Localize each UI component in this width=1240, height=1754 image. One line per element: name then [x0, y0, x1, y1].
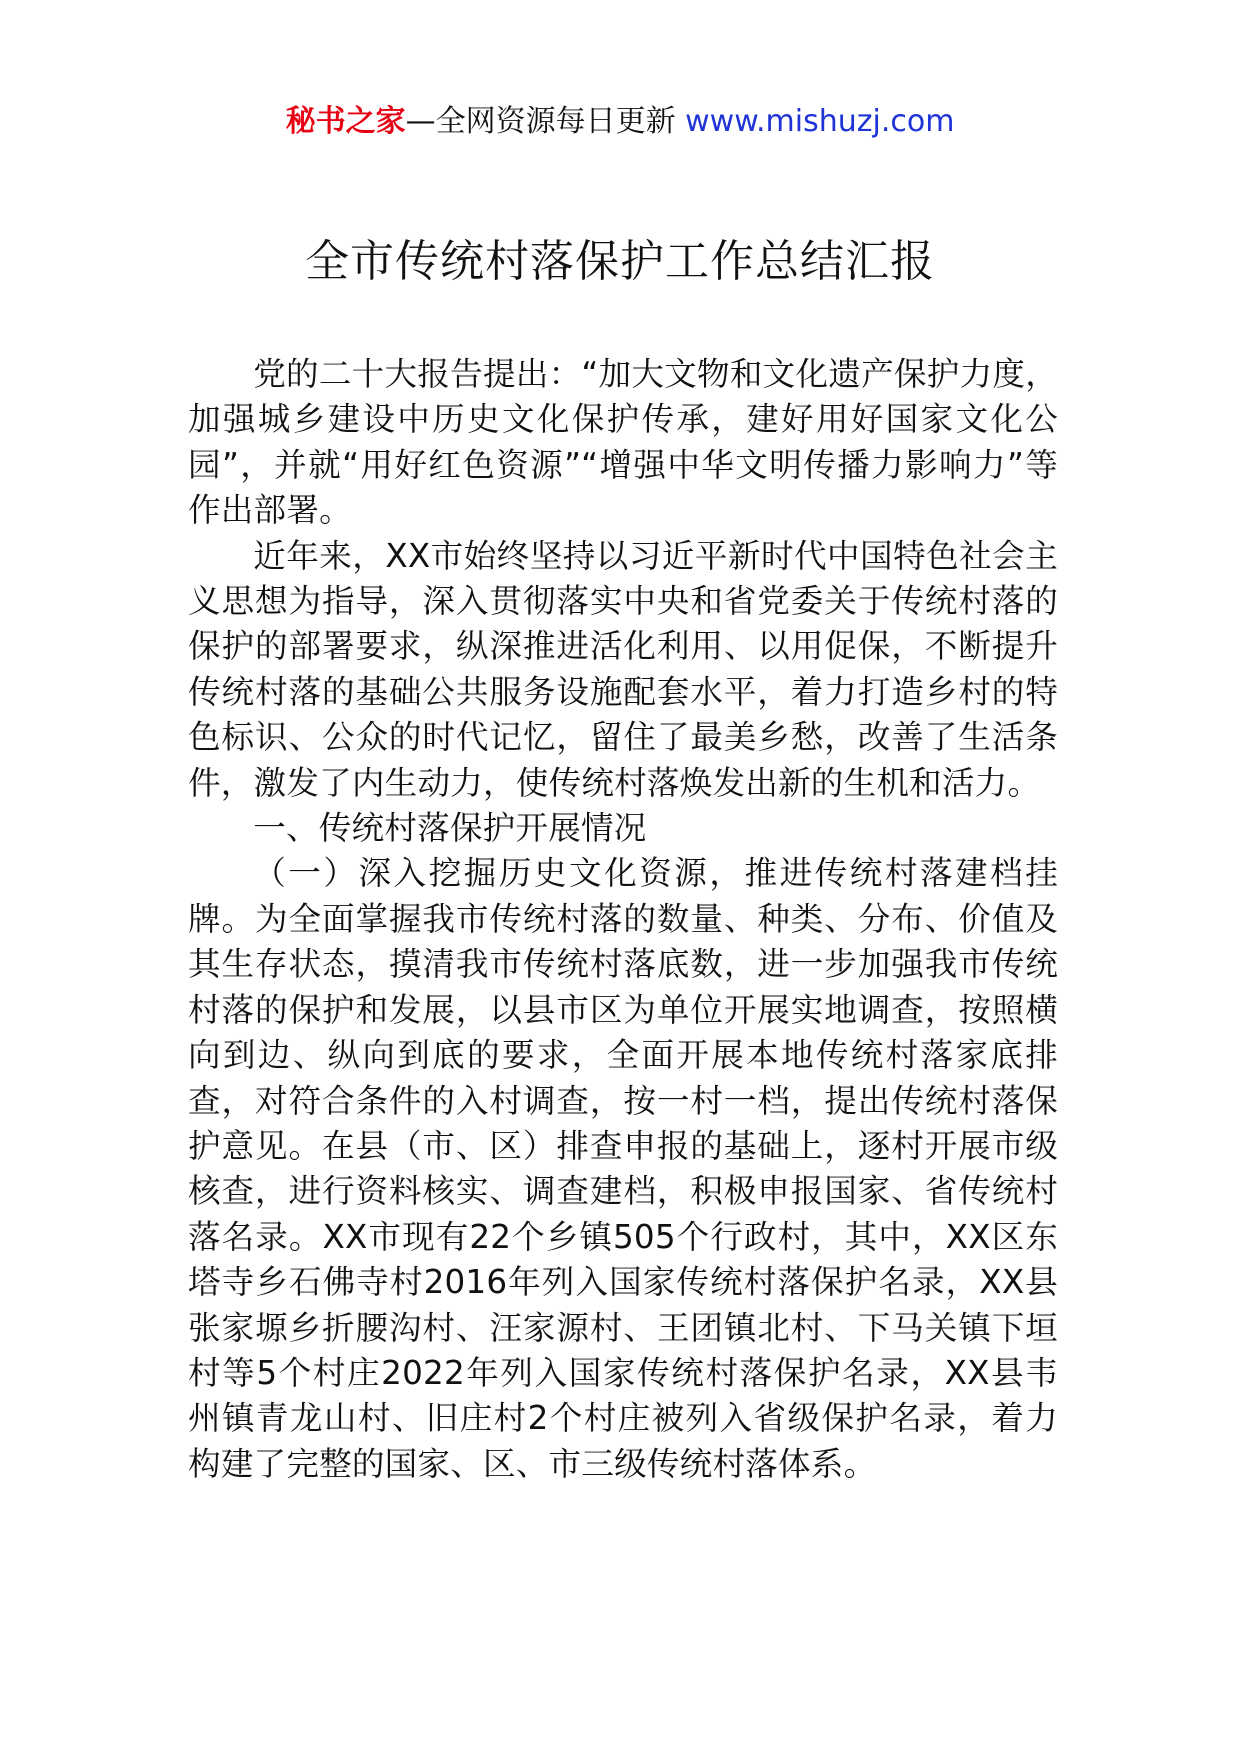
paragraph-subsection-1: （一）深入挖掘历史文化资源，推进传统村落建档挂牌。为全面掌握我市传统村落的数量、种类、分布、价值及其生存状态，摸清我市传统村落底数，进一步加强我市传统村落的保护和发展，以县市区为单位开展实地调查，按照横向到边、纵向到底的要求，全面开展本地传统村落家底排查，对符合条件的入村调查，按一村一档，提出传统村落保护意见。在县（市、区）排查申报的基础上，逐村开展市级核查，进行资料核实、调查建档，积极申报国家、省传统村落名录。XX市现有22个乡镇505个行政村，其中，XX区东塔寺乡石佛寺村2016年列入国家传统村落保护名录，XX县张家塬乡折腰沟村、汪家源村、王团镇北村、下马关镇下垣村等5个村庄2022年列入国家传统村落保护名录，XX县韦州镇青龙山村、旧庄村2个村庄被列入省级保护名录，着力构建了完整的国家、区、市三级传统村落体系。	[188, 854, 1058, 1483]
brand-name: 秘书之家	[285, 104, 406, 139]
site-banner	[0, 100, 1240, 144]
site-url[interactable]: www.mishuzj.com	[685, 104, 955, 139]
document-title: 全市传统村落保护工作总结汇报	[305, 236, 935, 287]
document-body	[188, 352, 1058, 1487]
paragraph-overview: 近年来，XX市始终坚持以习近平新时代中国特色社会主义思想为指导，深入贯彻落实中央和省党委关于传统村落的保护的部署要求，纵深推进活化利用、以用促保，不断提升传统村落的基础公共服务设施配套水平，着力打造乡村的特色标识、公众的时代记忆，留住了最美乡愁，改善了生活条件，激发了内生动力，使传统村落焕发出新的生机和活力。	[188, 536, 1058, 802]
section-heading: 一、传统村落保护开展情况	[253, 809, 647, 848]
paragraph-intro: 党的二十大报告提出：“加大文物和文化遗产保护力度，加强城乡建设中历史文化保护传承，建好用好国家文化公园”，并就“用好红色资源”“增强中华文明传播力影响力”等作出部署。	[188, 355, 1058, 530]
banner-slogan: —全网资源每日更新	[405, 104, 676, 139]
